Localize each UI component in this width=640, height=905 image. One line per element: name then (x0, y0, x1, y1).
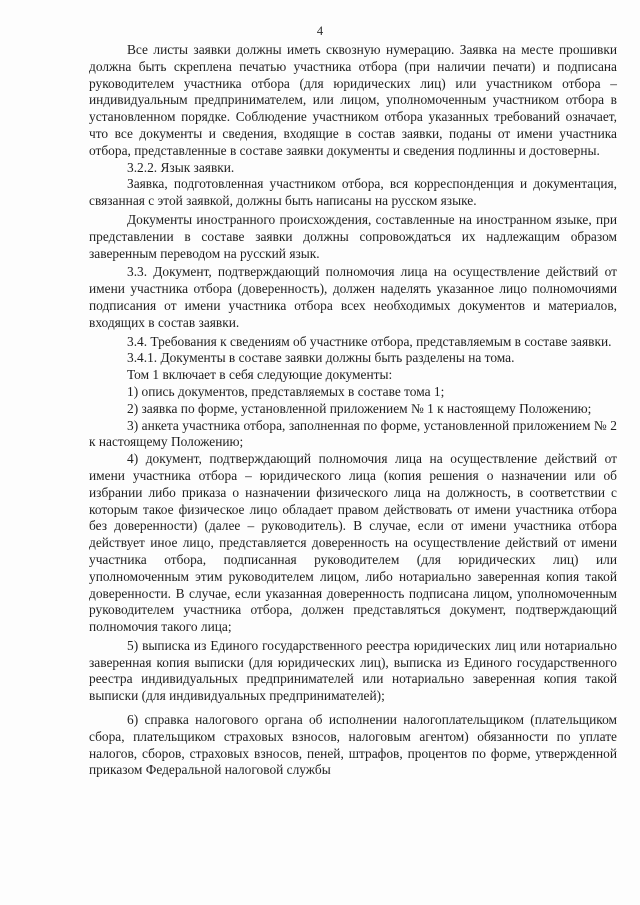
list-item-2-application-form: 2) заявка по форме, установленной приложением № 1 к настоящему Положению; (127, 400, 592, 416)
paragraph-foreign-documents: Документы иностранного происхождения, составленные на иностранном языке, при представлении в составе заявки должны сопровождаться их надлежащим образом заверенным переводом на русский язык. (89, 211, 617, 261)
section-heading-3-2-2: 3.2.2. Язык заявки. (127, 159, 235, 175)
paragraph-volume-1-intro: Том 1 включает в себя следующие документы: (127, 367, 393, 383)
list-item-6-tax-certificate: 6) справка налогового органа об исполнении налогоплательщиком (плательщиком сбора, плательщиком страховых взносов, налоговым агентом) обязанности по уплате налогов, сборов, страховых взносов, пеней, штрафов, процентов по форме, утвержденной приказом Федеральной налоговой службы (89, 712, 617, 778)
list-item-4-authority-document: 4) документ, подтверждающий полномочия лица на осуществление действий от имени участника отбора – юридического лица (копия решения о назначении или об избрании либо приказа о назначении физического лица на должность, в соответствии с которым такое физическое лицо обладает правом действовать от имени участника отбора без доверенности) (далее – руководитель). В случае, если от имени участника отбора действует иное лицо, представляется доверенность на осуществление действий от имени участника отбора, подписанная руководителем (для юридических лиц) или уполномоченным этим руководителем лицом, либо нотариально заверенная копия такой доверенности. В случае, если указанная доверенность подписана лицом, уполномоченным руководителем участника отбора, должен представляться документ, подтверждающий полномочия такого лица; (89, 451, 617, 635)
list-item-5-registry-extract: 5) выписка из Единого государственного реестра юридических лиц или нотариально заверенная копия выписки (для юридических лиц), выписка из Единого государственного реестра индивидуальных предпринимателей или нотариально заверенная копия такой выписки (для индивидуальных предпринимателей); (89, 637, 617, 704)
paragraph-3-3-power-of-attorney: 3.3. Документ, подтверждающий полномочия лица на осуществление действий от имени участника отбора (доверенность), должен наделять указанное лицо полномочиями подписания от имени участника отбора всех необходимых документов и материалов, входящих в состав заявки. (89, 264, 617, 330)
paragraph-3-4-participant-info: 3.4. Требования к сведениям об участнике отбора, представляемым в составе заявки. (127, 333, 612, 349)
page-number: 4 (316, 24, 324, 38)
list-item-3-questionnaire: 3) анкета участника отбора, заполненная по форме, установленной приложением № 2 к настоящему Положению; (89, 417, 617, 450)
paragraph-3-4-1-volumes: 3.4.1. Документы в составе заявки должны быть разделены на тома. (127, 350, 515, 366)
paragraph-language-requirement: Заявка, подготовленная участником отбора, вся корреспонденция и документация, связанная с этой заявкой, должны быть написаны на русском языке. (89, 176, 617, 209)
paragraph-numbering-requirements: Все листы заявки должны иметь сквозную нумерацию. Заявка на месте прошивки должна быть скреплена печатью участника отбора (при наличии печати) и подписана руководителем участника отбора (для юридических лиц) или участником отбора – индивидуальным предпринимателем, или лицом, уполномоченным участником отбора в установленном порядке. Соблюдение участником отбора указанных требований означает, что все документы и сведения, входящие в состав заявки, поданы от имени участника отбора, представленные в составе заявки документы и сведения подлинны и достоверны. (89, 42, 617, 158)
document-body (89, 42, 617, 779)
list-item-1-inventory: 1) опись документов, представляемых в составе тома 1; (127, 383, 445, 399)
